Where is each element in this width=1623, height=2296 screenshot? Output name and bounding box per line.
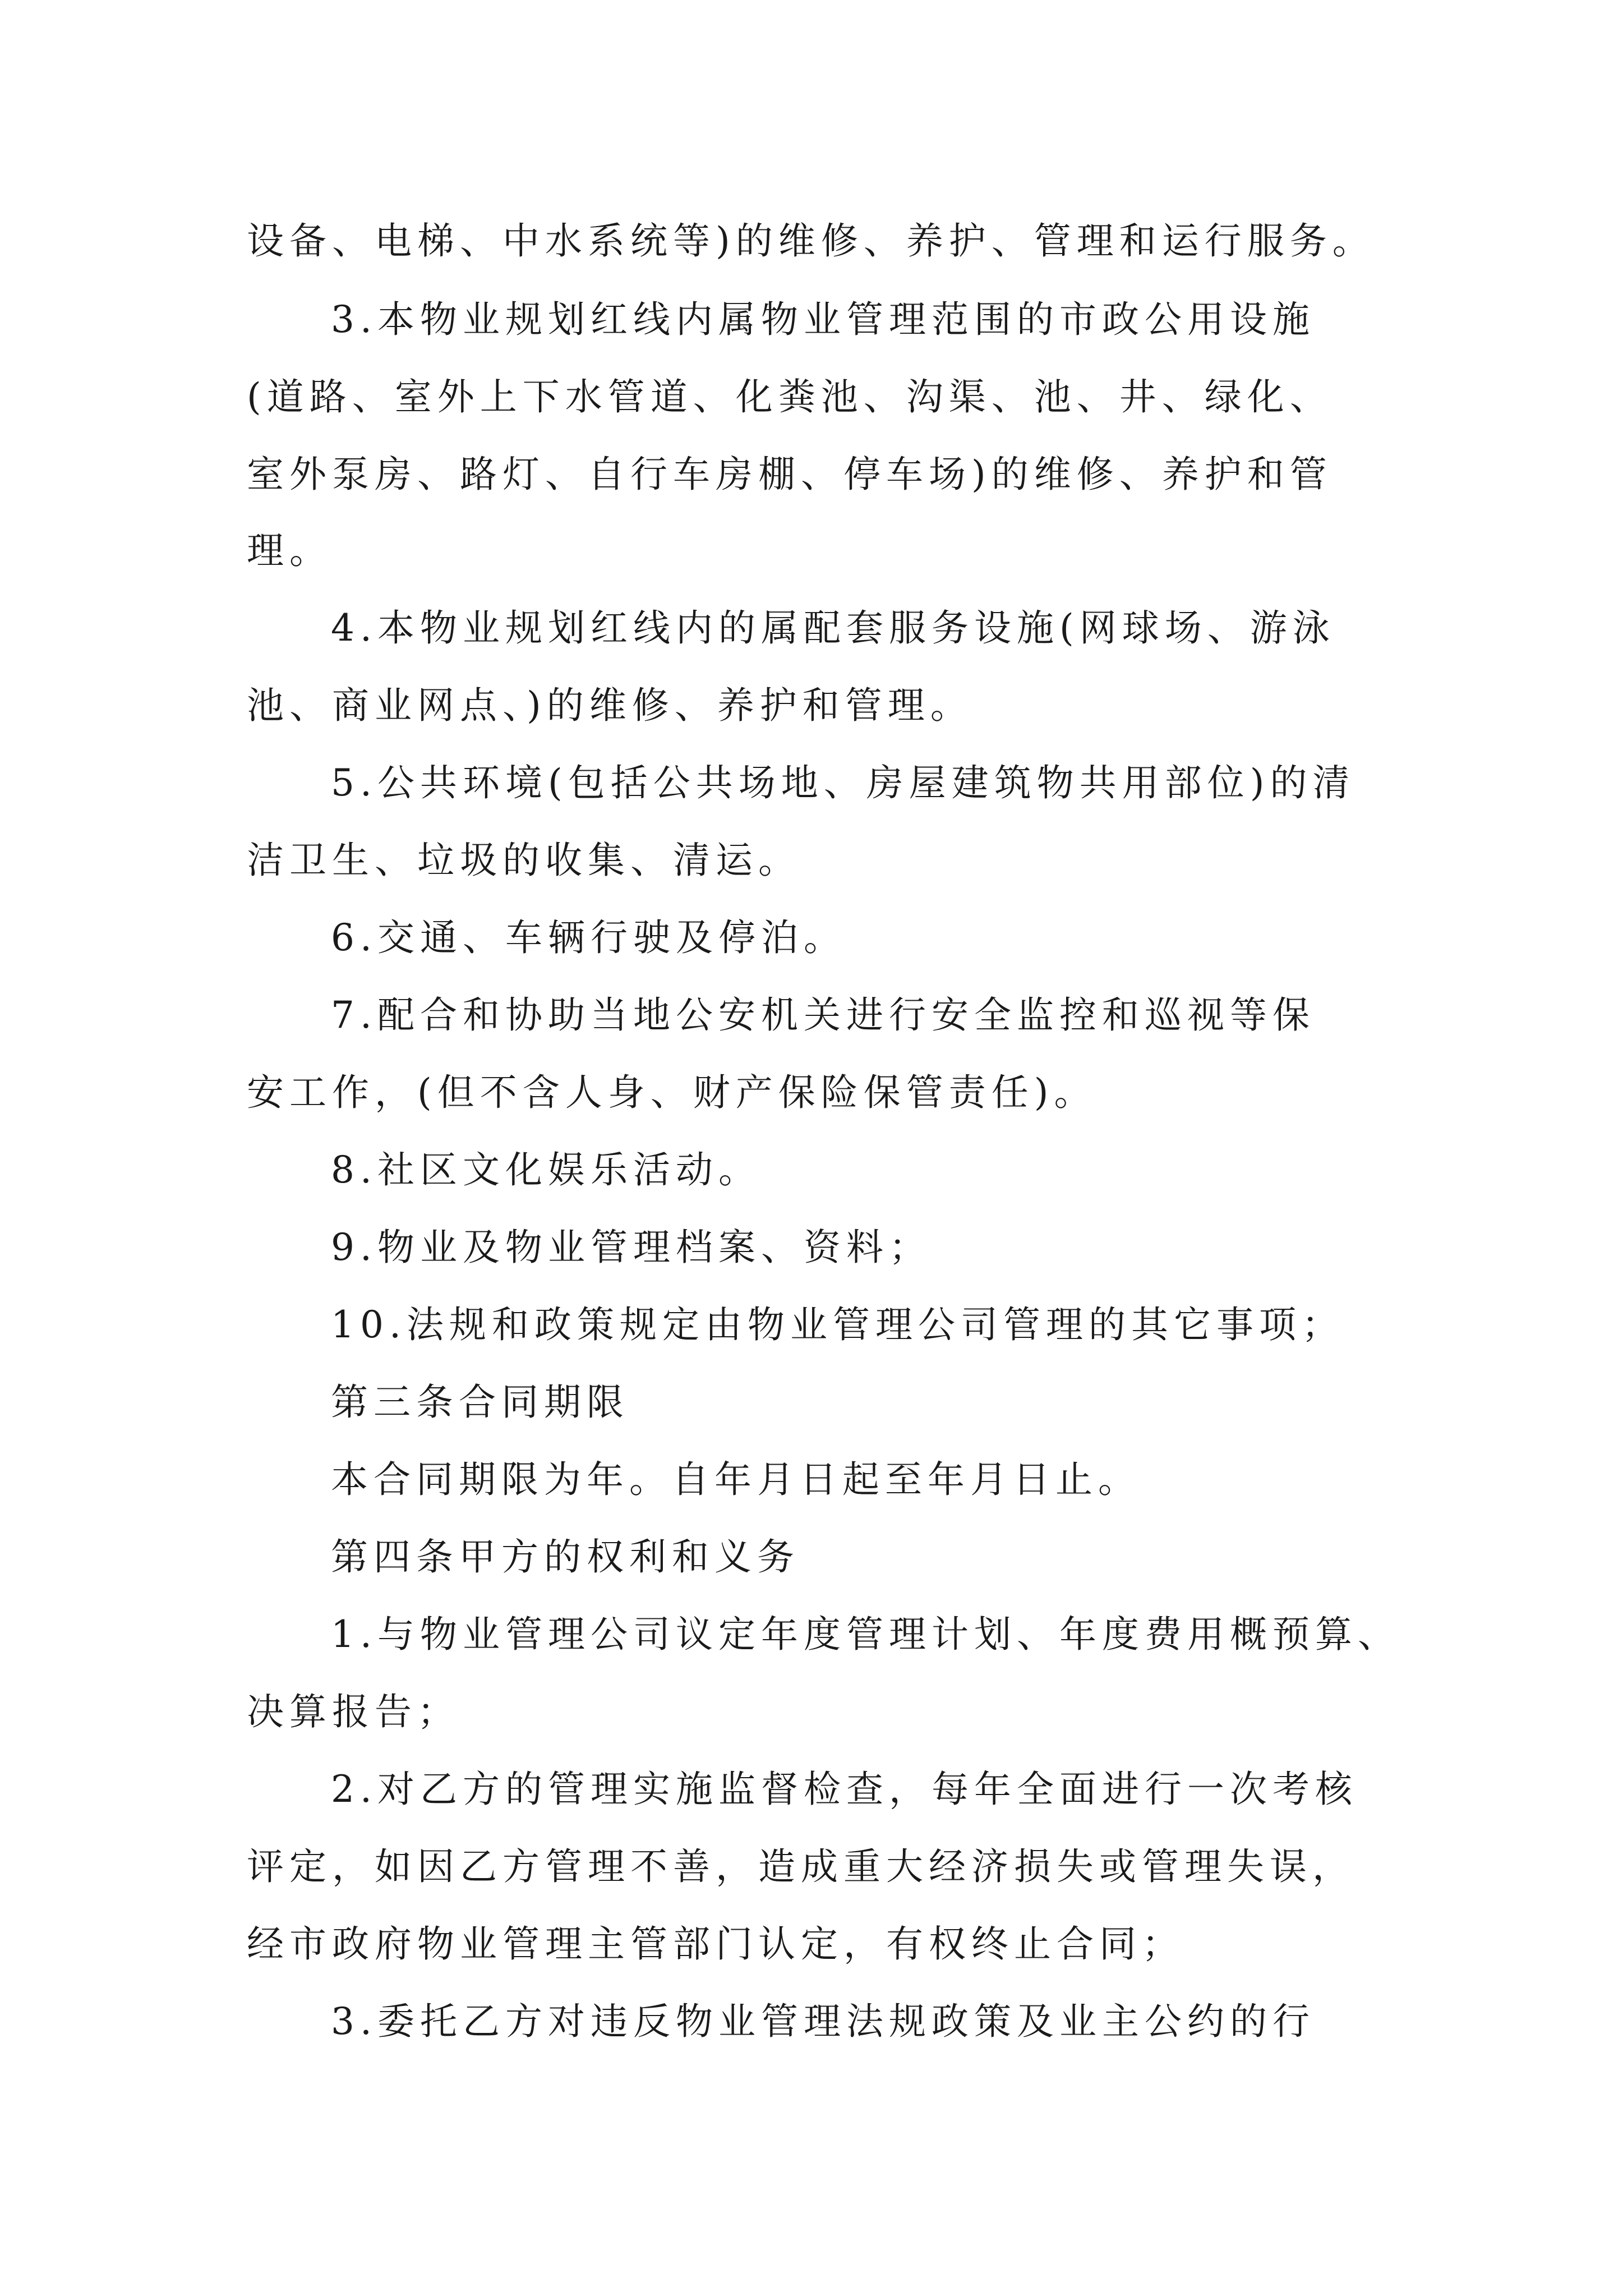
text-line: 洁卫生、垃圾的收集、清运。: [247, 839, 801, 882]
text-line: 3.委托乙方对违反物业管理法规政策及业主公约的行: [331, 2000, 1315, 2043]
text-line: 3.本物业规划红线内属物业管理范围的市政公用设施: [331, 298, 1315, 341]
text-line: 设备、电梯、中水系统等)的维修、养护、管理和运行服务。: [247, 219, 1375, 263]
text-line: 经市政府物业管理主管部门认定，有权终止合同；: [247, 1922, 1184, 1966]
text-line: (道路、室外上下水管道、化粪池、沟渠、池、井、绿化、: [247, 375, 1332, 418]
text-line: 室外泵房、路灯、自行车房棚、停车场)的维修、养护和管: [247, 453, 1332, 496]
text-line: 本合同期限为年。自年月日起至年月日止。: [331, 1458, 1141, 1501]
text-line: 1.与物业管理公司议定年度管理计划、年度费用概预算、: [331, 1613, 1400, 1656]
text-line: 9.物业及物业管理档案、资料；: [331, 1226, 932, 1269]
text-line: 5.公共环境(包括公共场地、房屋建筑物共用部位)的清: [331, 761, 1355, 804]
text-line: 6.交通、车辆行驶及停泊。: [331, 916, 846, 959]
text-line: 8.社区文化娱乐活动。: [331, 1148, 761, 1191]
section-heading: 第三条合同期限: [331, 1381, 629, 1424]
text-line: 评定，如因乙方管理不善，造成重大经济损失或管理失误，: [247, 1845, 1355, 1888]
text-line: 理。: [247, 529, 332, 572]
text-line: 7.配合和协助当地公安机关进行安全监控和巡视等保: [331, 993, 1315, 1037]
text-line: 安工作，(但不含人身、财产保险保管责任)。: [247, 1071, 1097, 1114]
text-line: 10.法规和政策规定由物业管理公司管理的其它事项；: [331, 1303, 1344, 1346]
text-line: 池、商业网点、)的维修、养护和管理。: [247, 684, 973, 727]
text-line: 决算报告；: [247, 1690, 460, 1733]
text-line: 4.本物业规划红线内的属配套服务设施(网球场、游泳: [331, 606, 1335, 650]
text-line: 2.对乙方的管理实施监督检查，每年全面进行一次考核: [331, 1768, 1358, 1811]
section-heading: 第四条甲方的权利和义务: [331, 1535, 800, 1579]
